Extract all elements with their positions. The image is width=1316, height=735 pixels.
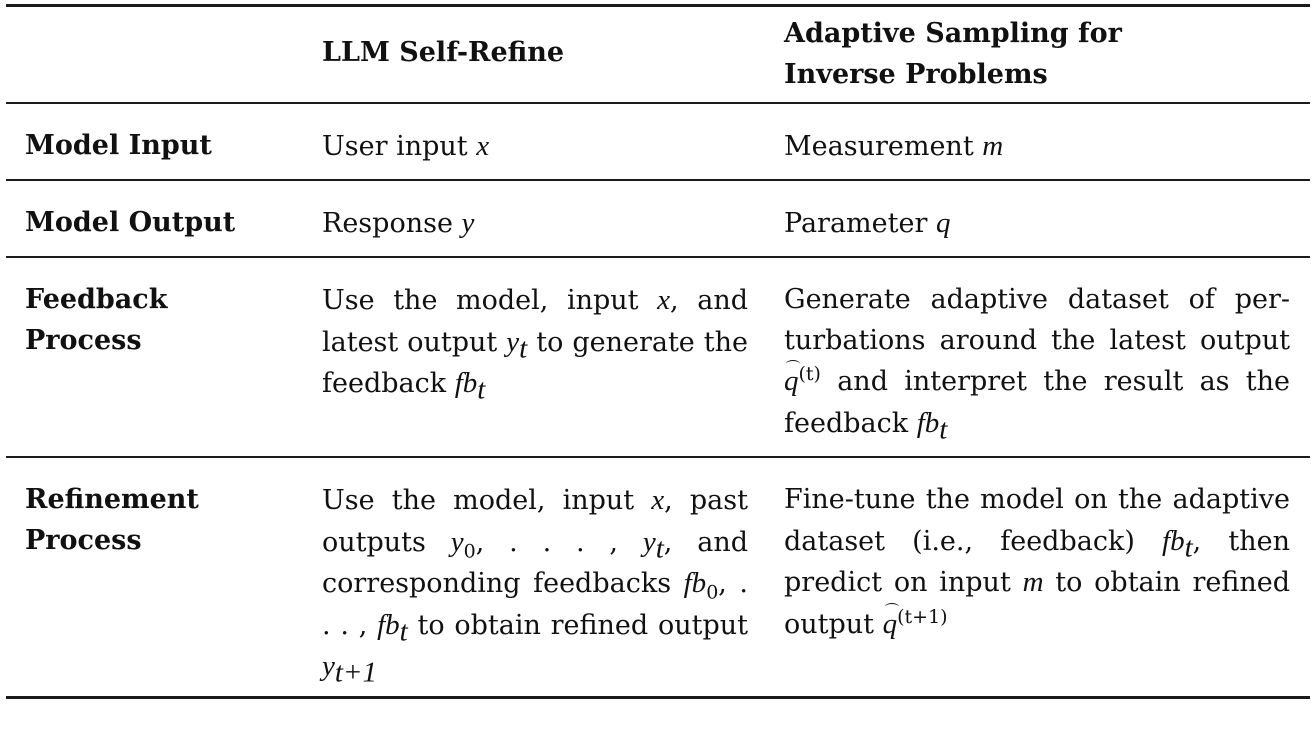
top-rule [6, 4, 1310, 7]
cell-text: , past outputs [322, 485, 748, 558]
label-line: Process [25, 324, 142, 356]
math-fb: fb [454, 367, 478, 399]
math-sub: 0 [463, 539, 476, 562]
math-fb: fb [916, 406, 940, 439]
math-q-hat: q [784, 361, 799, 402]
header-adaptive-sampling [784, 14, 1290, 95]
adaptive-model-input [784, 126, 1290, 168]
cell-text: Generate adaptive dataset of perturbations around the latest output [784, 284, 1290, 356]
cell-text: and interpret the result as the feedback [784, 366, 1290, 439]
math-y: y [450, 525, 464, 558]
math-sub: t [399, 614, 408, 647]
math-y: y [461, 207, 475, 239]
row-label-model-input: Model Input [25, 130, 212, 161]
label-line: Feedback [25, 284, 168, 315]
math-m: m [1022, 566, 1044, 598]
cell-text: Measurement [784, 131, 983, 162]
math-x: x [476, 130, 490, 162]
row-label-refinement-process [25, 480, 295, 561]
cell-text: , and corresponding feedbacks [322, 526, 748, 599]
math-sub: 0 [706, 581, 719, 604]
math-ellipsis: , . . . , [322, 568, 749, 641]
llm-feedback-process [322, 280, 748, 405]
math-q-hat: q [883, 604, 898, 645]
math-ellipsis: , . . . , [475, 526, 643, 558]
llm-model-input [322, 126, 748, 168]
llm-refinement-process [322, 480, 748, 688]
math-y: y [642, 525, 656, 558]
math-y: y [322, 650, 335, 682]
math-sub: t [477, 373, 486, 406]
llm-model-output [322, 203, 748, 245]
cell-text: Response [322, 208, 462, 239]
row-label-model-output: Model Output [25, 207, 236, 238]
row-rule [6, 256, 1310, 258]
math-y: y [506, 325, 520, 358]
header-llm-self-refine: LLM Self-Refine [322, 37, 565, 68]
math-sub: t [1184, 530, 1193, 563]
math-sub: t [655, 531, 664, 564]
math-fb: fb [377, 608, 400, 641]
math-fb: fb [1162, 524, 1185, 557]
math-sup: (t) [798, 363, 821, 385]
cell-text: Use the model, input [322, 285, 658, 316]
header-rule [6, 102, 1310, 104]
cell-text: Fine-tune the model on the adaptive dataset (i.e., feedback) [784, 484, 1290, 557]
cell-text: to obtain refined output [407, 609, 748, 641]
math-q: q [935, 207, 951, 239]
math-x: x [651, 484, 665, 516]
math-x: x [657, 284, 671, 316]
math-sub: t [519, 331, 528, 364]
cell-text: User input [322, 131, 477, 162]
row-rule [6, 179, 1310, 181]
row-label-feedback-process [25, 280, 295, 361]
header-adaptive-line1: Adaptive Sampling for [784, 18, 1122, 49]
math-sup: (t+1) [897, 605, 948, 628]
math-sub: t [939, 412, 948, 445]
cell-text: to generate the feedback [322, 326, 748, 399]
cell-text: , then predict on input [784, 525, 1290, 598]
cell-text: Use the model, input [322, 485, 652, 516]
row-rule [6, 456, 1310, 458]
math-sub: t+1 [334, 656, 378, 689]
math-m: m [982, 130, 1004, 162]
label-line: Process [25, 524, 142, 556]
cell-text: Parameter [784, 208, 936, 239]
math-fb: fb [683, 567, 707, 599]
cell-text: , and latest output [322, 285, 748, 358]
adaptive-model-output [784, 203, 1290, 245]
cell-text: to obtain refined output [784, 567, 1290, 640]
bottom-rule [6, 696, 1310, 699]
adaptive-feedback-process [784, 280, 1290, 444]
header-adaptive-line2: Inverse Problems [784, 58, 1048, 90]
adaptive-refinement-process [784, 480, 1290, 645]
label-line: Refinement [25, 484, 199, 515]
